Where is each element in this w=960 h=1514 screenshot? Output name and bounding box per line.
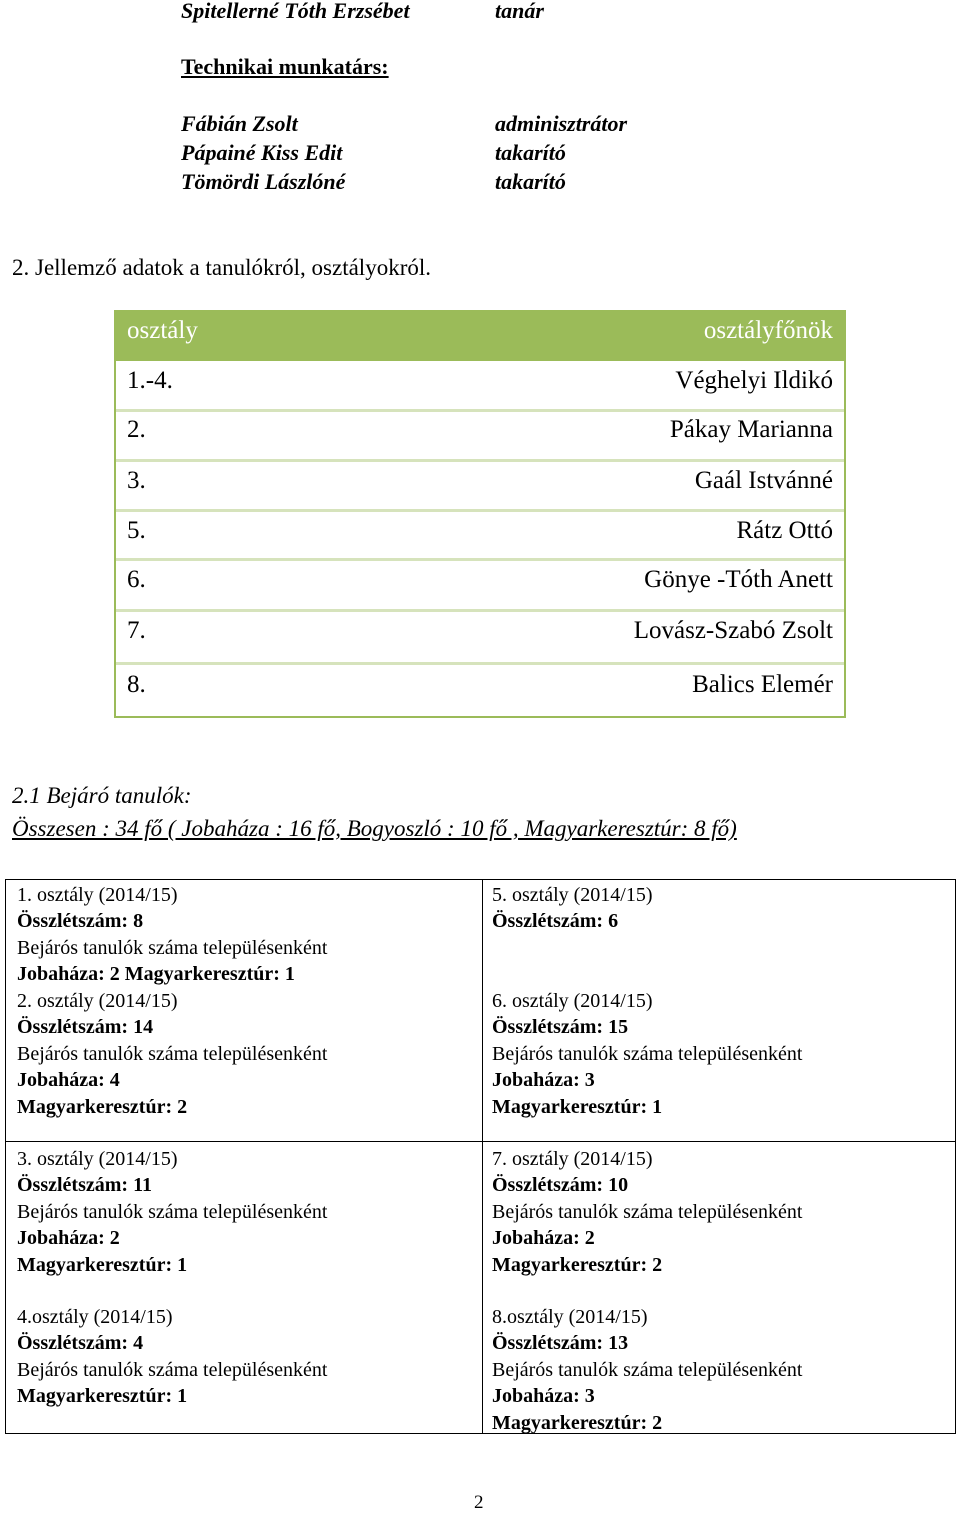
- commuter-cell-class-4: [17, 1304, 327, 1410]
- class-cell: 6.: [127, 566, 146, 593]
- cell-line: Magyarkeresztúr: 2: [492, 1411, 663, 1434]
- technical-staff-role: takarító: [495, 169, 566, 194]
- commuter-total: Összesen : 34 fő ( Jobaháza : 16 fő, Bogyoszló : 10 fő , Magyarkeresztúr: 8 fő): [12, 816, 737, 841]
- class-teacher-table: [114, 310, 846, 718]
- class-cell: 3.: [127, 467, 146, 494]
- class-cell: 2.: [127, 416, 146, 443]
- cell-title: 7. osztály (2014/15): [492, 1148, 653, 1170]
- row-divider: [116, 662, 844, 665]
- cell-total: Összlétszám: 4: [17, 1332, 144, 1355]
- commuter-cell-class-8: [492, 1304, 802, 1436]
- page-number: 2: [474, 1492, 484, 1513]
- teacher-cell: Rátz Ottó: [736, 517, 833, 544]
- teacher-cell: Véghelyi Ildikó: [675, 367, 833, 394]
- technical-staff-name: Fábián Zsolt: [181, 111, 298, 136]
- row-divider: [6, 1141, 955, 1142]
- column-divider: [482, 880, 483, 1433]
- cell-line: Magyarkeresztúr: 2: [17, 1095, 188, 1118]
- commuter-cell-class-1: [17, 882, 327, 988]
- cell-total: Összlétszám: 15: [492, 1016, 629, 1039]
- row-divider: [116, 459, 844, 462]
- cell-total: Összlétszám: 10: [492, 1174, 629, 1197]
- cell-title: 1. osztály (2014/15): [17, 884, 178, 906]
- teacher-cell: Balics Elemér: [692, 671, 833, 698]
- cell-label: Bejárós tanulók száma településenként: [17, 1200, 328, 1223]
- technical-staff-role: adminisztrátor: [495, 111, 628, 136]
- cell-line: Magyarkeresztúr: 1: [492, 1095, 663, 1118]
- commuter-cell-class-6: [492, 988, 802, 1120]
- cell-line: Magyarkeresztúr: 1: [17, 1253, 188, 1276]
- teacher-cell: Lovász-Szabó Zsolt: [633, 617, 833, 644]
- row-divider: [116, 409, 844, 412]
- cell-label: Bejárós tanulók száma településenként: [492, 1358, 803, 1381]
- teacher-cell: Pákay Marianna: [669, 416, 833, 443]
- class-cell: 1.-4.: [127, 367, 173, 394]
- cell-line: Magyarkeresztúr: 2: [492, 1253, 663, 1276]
- cell-title: 8.osztály (2014/15): [492, 1306, 648, 1328]
- cell-title: 5. osztály (2014/15): [492, 884, 653, 906]
- cell-title: 6. osztály (2014/15): [492, 990, 653, 1012]
- cell-label: Bejárós tanulók száma településenként: [492, 1042, 803, 1065]
- commuter-cell-class-2: [17, 988, 327, 1120]
- commuter-title: 2.1 Bejáró tanulók:: [12, 783, 192, 808]
- cell-line: Jobaháza: 2: [17, 1227, 120, 1250]
- row-divider: [116, 509, 844, 512]
- header-class: osztály: [127, 317, 198, 344]
- cell-total: Összlétszám: 13: [492, 1332, 629, 1355]
- technical-staff-name: Tömördi Lászlóné: [181, 169, 346, 194]
- staff-role: tanár: [495, 0, 544, 23]
- class-cell: 8.: [127, 671, 146, 698]
- class-cell: 7.: [127, 617, 146, 644]
- staff-name: Spitellerné Tóth Erzsébet: [181, 0, 410, 23]
- cell-line: Jobaháza: 2: [492, 1227, 595, 1250]
- technical-staff-heading: Technikai munkatárs:: [181, 54, 389, 79]
- cell-total: Összlétszám: 14: [17, 1016, 154, 1039]
- cell-label: Bejárós tanulók száma településenként: [17, 1042, 328, 1065]
- commuter-cell-class-3: [17, 1146, 327, 1278]
- technical-staff-role: takarító: [495, 140, 566, 165]
- cell-line: Jobaháza: 3: [492, 1069, 595, 1092]
- cell-title: 4.osztály (2014/15): [17, 1306, 173, 1328]
- header-teacher: osztályfőnök: [703, 317, 833, 344]
- technical-staff-name: Pápainé Kiss Edit: [181, 140, 343, 165]
- cell-total: Összlétszám: 8: [17, 910, 144, 933]
- table-header: [116, 312, 844, 361]
- cell-label: Bejárós tanulók száma településenként: [17, 1358, 328, 1381]
- cell-line: Jobaháza: 2 Magyarkeresztúr: 1: [17, 963, 295, 986]
- section-heading: 2. Jellemző adatok a tanulókról, osztályokról.: [12, 255, 431, 280]
- cell-line: Jobaháza: 3: [492, 1385, 595, 1408]
- commuter-grid: [5, 879, 956, 1434]
- commuter-cell-class-5: [492, 882, 653, 935]
- cell-line: Magyarkeresztúr: 1: [17, 1385, 188, 1408]
- teacher-cell: Gaál Istvánné: [694, 467, 833, 494]
- commuter-cell-class-7: [492, 1146, 802, 1278]
- teacher-cell: Gönye -Tóth Anett: [644, 566, 833, 593]
- cell-total: Összlétszám: 11: [17, 1174, 152, 1197]
- cell-line: Jobaháza: 4: [17, 1069, 120, 1092]
- cell-label: Bejárós tanulók száma településenként: [17, 936, 328, 959]
- cell-title: 2. osztály (2014/15): [17, 990, 178, 1012]
- class-cell: 5.: [127, 517, 146, 544]
- cell-title: 3. osztály (2014/15): [17, 1148, 178, 1170]
- row-divider: [116, 609, 844, 612]
- cell-label: Bejárós tanulók száma településenként: [492, 1200, 803, 1223]
- row-divider: [116, 558, 844, 561]
- cell-total: Összlétszám: 6: [492, 910, 619, 933]
